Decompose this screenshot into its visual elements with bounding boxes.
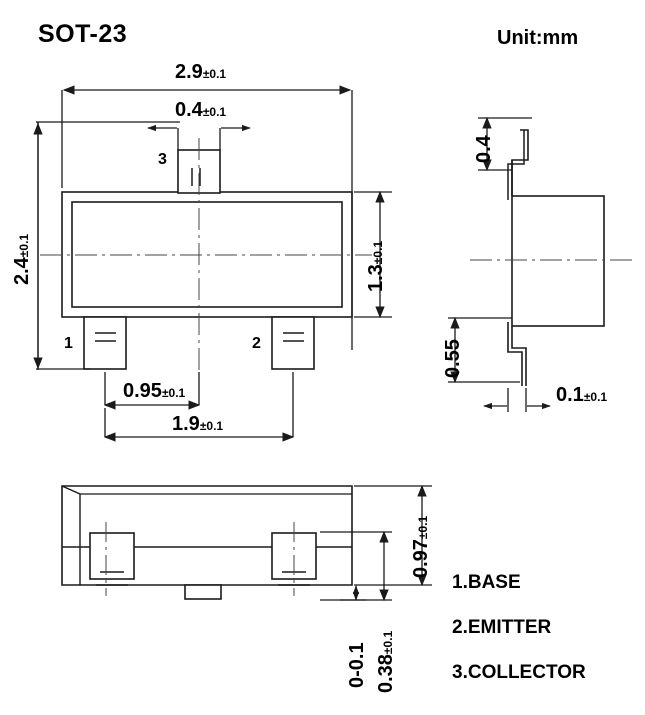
dim-lead-bottom-height: 0.55 — [442, 339, 464, 378]
dim-standoff: 0-0.1 — [346, 642, 368, 688]
legend-item-collector: 3.COLLECTOR — [452, 662, 586, 683]
page-title: SOT-23 — [38, 20, 128, 48]
dim-body-height: 1.3±0.1 — [365, 240, 387, 292]
dim-overall-height: 2.4±0.1 — [11, 233, 33, 285]
dim-pin-pitch-half: 0.95±0.1 — [123, 380, 186, 402]
dim-body-thickness: 0.97±0.1 — [410, 515, 432, 578]
top-view-outline — [62, 150, 352, 369]
dim-lead-foot-length: 0.38±0.1 — [375, 630, 397, 693]
dim-lead-width: 0.4±0.1 — [175, 99, 227, 121]
legend-item-base: 1.BASE — [452, 572, 521, 593]
legend-item-emitter: 2.EMITTER — [452, 617, 552, 638]
dim-overall-width: 2.9±0.1 — [175, 61, 227, 83]
dim-lead-top-height: 0.4 — [473, 135, 495, 163]
pin-number-2: 2 — [252, 335, 261, 352]
dim-pin-pitch-full: 1.9±0.1 — [172, 413, 224, 435]
pin-number-1: 1 — [64, 335, 73, 352]
unit-note: Unit:mm — [497, 27, 579, 49]
side-view-outline — [508, 130, 604, 386]
pin-number-3: 3 — [158, 151, 167, 168]
dim-lead-thickness: 0.1±0.1 — [556, 384, 608, 406]
